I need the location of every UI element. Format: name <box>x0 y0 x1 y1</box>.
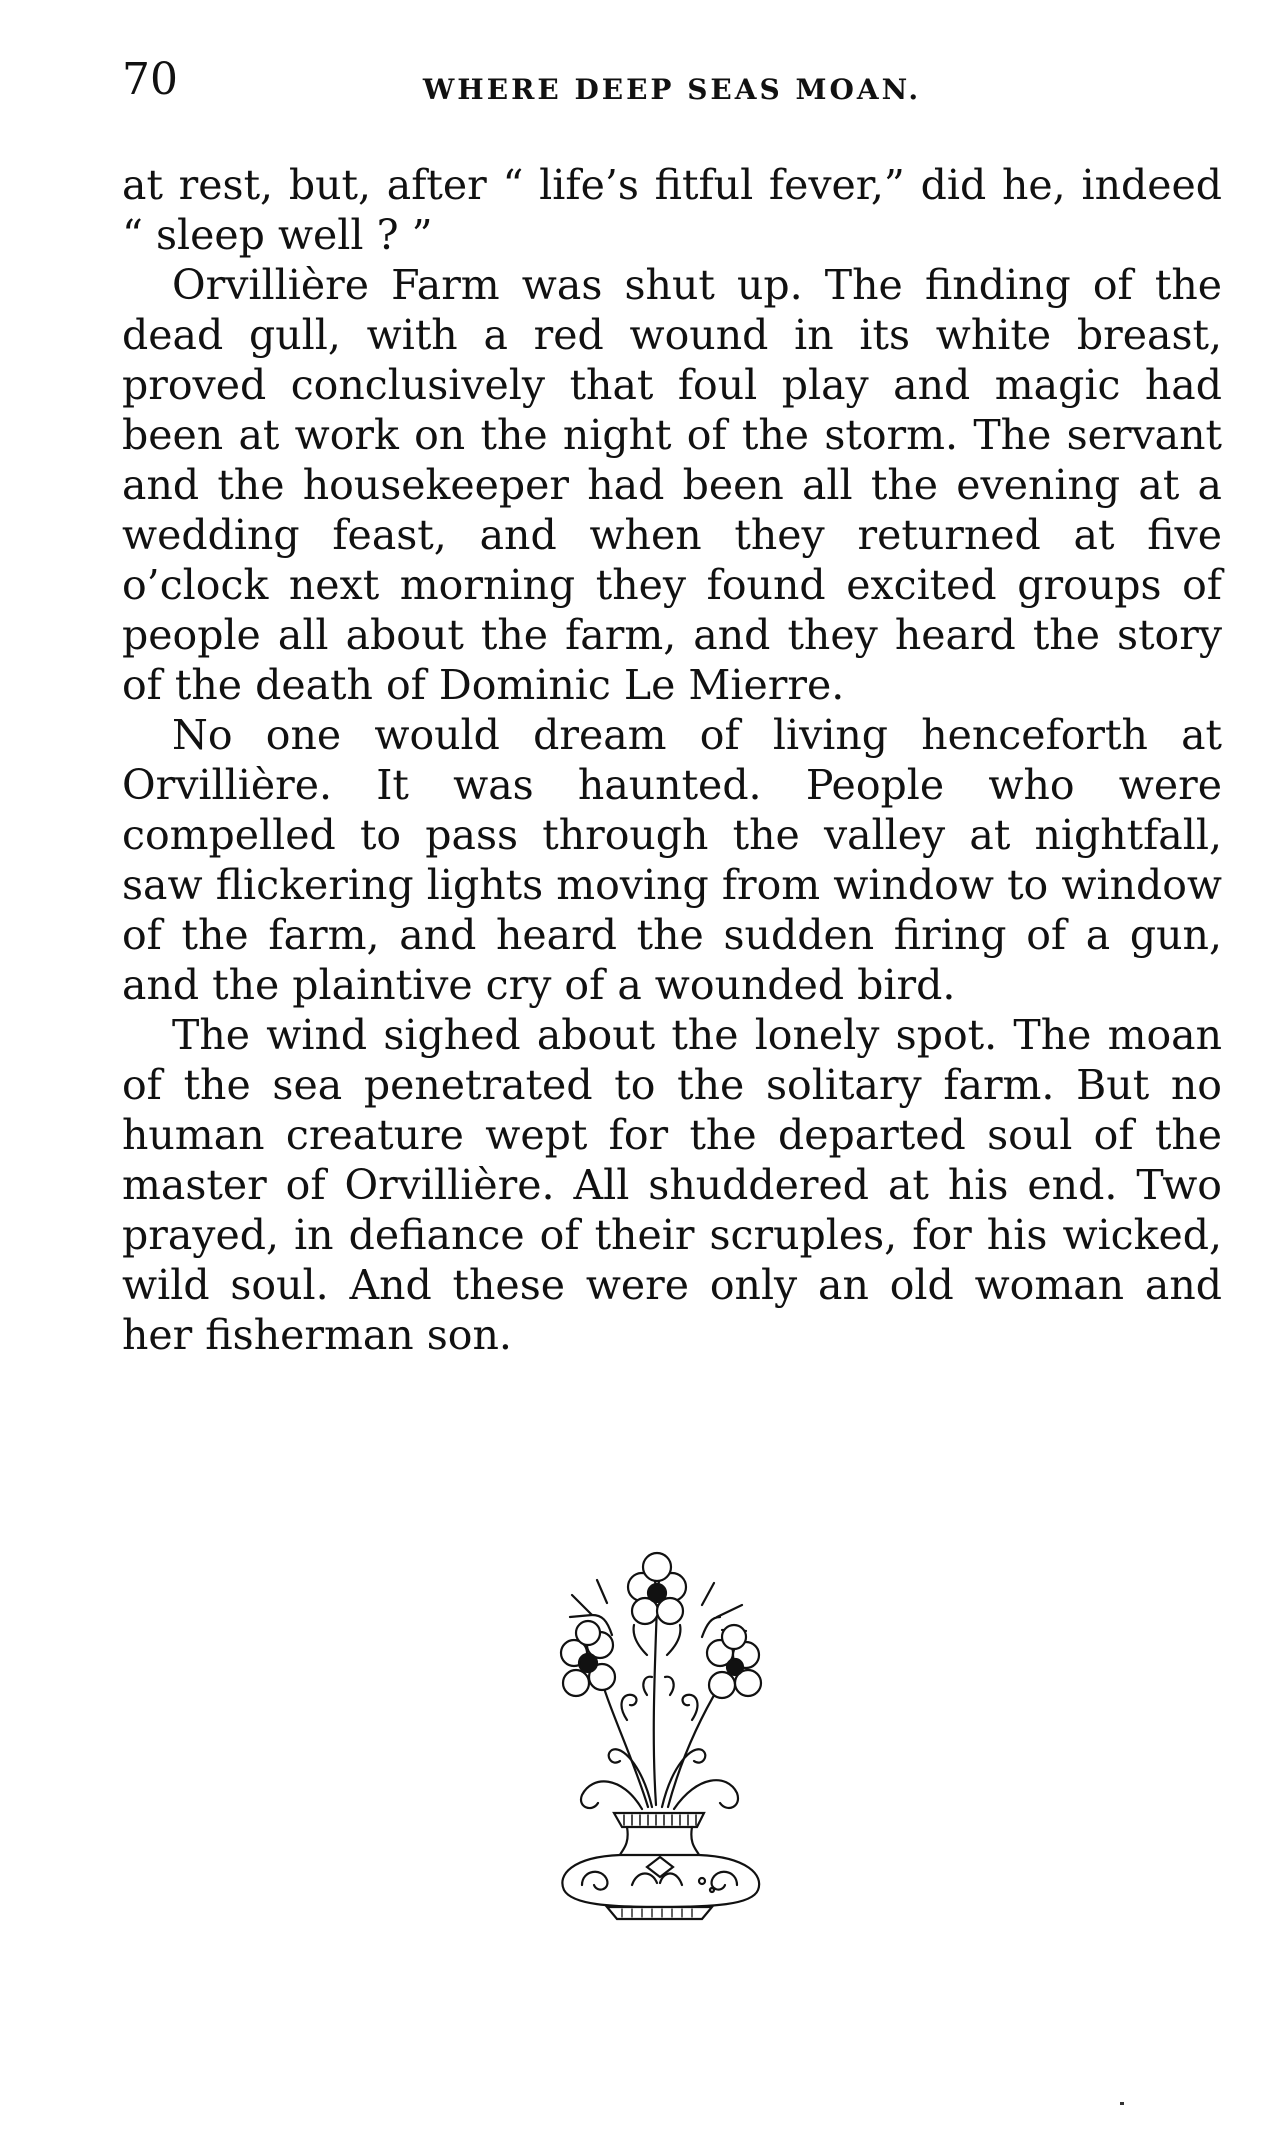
paragraph-3: No one would dream of living henceforth at Orvillière. It was haunted. People who were compelled to pass through the valley at nightfall, saw flickering lights moving from window to window of the farm, and heard the sudden firing of a gun, and the plaintive cry of a wounded bird. <box>122 711 1222 1009</box>
paragraph-1: at rest, but, after “ life’s fitful fever,” did he, indeed “ sleep well ? ” <box>122 161 1222 259</box>
flower-vase-tailpiece-icon <box>552 1545 767 1925</box>
running-head: WHERE DEEP SEAS MOAN. <box>422 73 922 106</box>
stray-ink-mark <box>1120 2102 1124 2105</box>
page-number: 70 <box>122 54 178 105</box>
body-text <box>122 160 1222 1360</box>
paragraph-4: The wind sighed about the lonely spot. The moan of the sea penetrated to the solitary farm. But no human creature wept for the departed soul of the master of Orvillière. All shuddered at his end. Two prayed, in defiance of their scruples, for his wicked, wild soul. And these were only an old woman and her fisherman son. <box>122 1011 1222 1359</box>
paragraph-2: Orvillière Farm was shut up. The finding of the dead gull, with a red wound in its white breast, proved conclusively that foul play and magic had been at work on the night of the storm. The servant and the housekeeper had been all the evening at a wedding feast, and when they returned at five o’clock next morning they found excited groups of people all about the farm, and they heard the story of the death of Dominic Le Mierre. <box>122 261 1222 709</box>
